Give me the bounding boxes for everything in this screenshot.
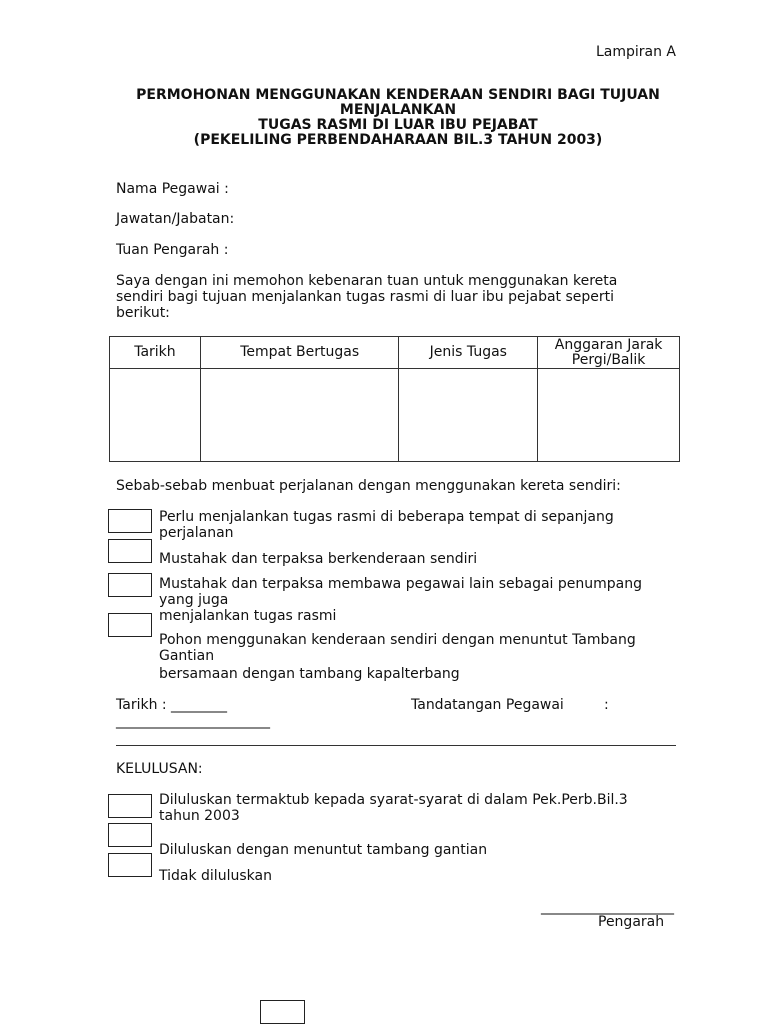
date-field[interactable]: Tarikh : ________ <box>116 697 228 713</box>
signature-line[interactable]: ______________________ <box>116 713 270 729</box>
table-row <box>110 369 680 462</box>
section-divider <box>116 745 676 746</box>
option-line: menjalankan tugas rasmi <box>159 608 337 624</box>
table-cell-tarikh[interactable] <box>110 369 201 462</box>
form-title <box>100 88 696 148</box>
approval-heading: KELULUSAN: <box>116 761 203 777</box>
jawatan-jabatan-field: Jawatan/Jabatan: <box>116 211 235 227</box>
page-number-box <box>260 1000 305 1024</box>
duty-table <box>109 336 680 462</box>
table-header-row <box>110 337 680 369</box>
paragraph-line: berikut: <box>116 305 170 321</box>
option-line: Mustahak dan terpaksa membawa pegawai lain sebagai penumpang <box>159 576 643 592</box>
column-header-tarikh: Tarikh <box>110 337 201 369</box>
title-line: (PEKELILING PERBENDAHARAAN BIL.3 TAHUN 2003) <box>193 132 603 148</box>
title-line: PERMOHONAN MENGGUNAKAN KENDERAAN SENDIRI BAGI TUJUAN <box>136 87 660 103</box>
approval-option-2 <box>159 842 487 858</box>
table-cell-tempat-bertugas[interactable] <box>200 369 399 462</box>
option-line: yang juga <box>159 592 229 608</box>
request-paragraph <box>116 273 676 321</box>
reason-checkbox-2[interactable] <box>108 539 152 563</box>
option-line: Diluluskan dengan menuntut tambang gantian <box>159 842 488 858</box>
director-label: Pengarah <box>598 914 665 930</box>
reason-checkbox-4[interactable] <box>108 613 152 637</box>
table-cell-jenis-tugas[interactable] <box>399 369 538 462</box>
option-line: Perlu menjalankan tugas rasmi di beberapa tempat di sepanjang <box>159 509 614 525</box>
option-line: Gantian <box>159 648 215 664</box>
approval-checkbox-1[interactable] <box>108 794 152 818</box>
column-header-tempat-bertugas: Tempat Bertugas <box>200 337 399 369</box>
reason-checkbox-1[interactable] <box>108 509 152 533</box>
option-line: bersamaan dengan tambang kapalterbang <box>159 666 460 682</box>
option-line: Tidak diluluskan <box>159 868 272 884</box>
title-line: TUGAS RASMI DI LUAR IBU PEJABAT <box>258 117 538 133</box>
tuan-pengarah-field: Tuan Pengarah : <box>116 242 229 258</box>
paragraph-line: Saya dengan ini memohon kebenaran tuan untuk menggunakan kereta <box>116 273 618 289</box>
table-cell-anggaran-jarak[interactable] <box>538 369 680 462</box>
approval-option-1 <box>159 792 628 824</box>
nama-pegawai-field: Nama Pegawai : <box>116 181 229 197</box>
title-line: MENJALANKAN <box>339 102 457 118</box>
column-header-jenis-tugas: Jenis Tugas <box>399 337 538 369</box>
reason-option-4 <box>159 632 636 664</box>
reason-option-4-continued <box>159 666 460 682</box>
director-signature-line[interactable]: ___________________ <box>541 899 674 915</box>
reasons-heading: Sebab-sebab menbuat perjalanan dengan menggunakan kereta sendiri: <box>116 478 621 494</box>
approval-option-3 <box>159 868 272 884</box>
option-line: Mustahak dan terpaksa berkenderaan sendiri <box>159 551 478 567</box>
approval-checkbox-2[interactable] <box>108 823 152 847</box>
reason-option-1 <box>159 509 614 541</box>
option-line: Diluluskan termaktub kepada syarat-syarat di dalam Pek.Perb.Bil.3 <box>159 792 628 808</box>
paragraph-line: sendiri bagi tujuan menjalankan tugas rasmi di luar ibu pejabat seperti <box>116 289 615 305</box>
approval-checkbox-3[interactable] <box>108 853 152 877</box>
reason-option-2 <box>159 551 477 567</box>
reason-option-3 <box>159 576 642 608</box>
signature-label: Tandatangan Pegawai <box>411 697 564 713</box>
appendix-label: Lampiran A <box>595 44 676 60</box>
option-line: tahun 2003 <box>159 808 240 824</box>
option-line: perjalanan <box>159 525 234 541</box>
reason-option-3-continued <box>159 608 336 624</box>
option-line: Pohon menggunakan kenderaan sendiri dengan menuntut Tambang <box>159 632 636 648</box>
reason-checkbox-3[interactable] <box>108 573 152 597</box>
signature-colon: : <box>604 697 609 713</box>
column-header-anggaran-jarak: Anggaran Jarak Pergi/Balik <box>538 337 680 369</box>
